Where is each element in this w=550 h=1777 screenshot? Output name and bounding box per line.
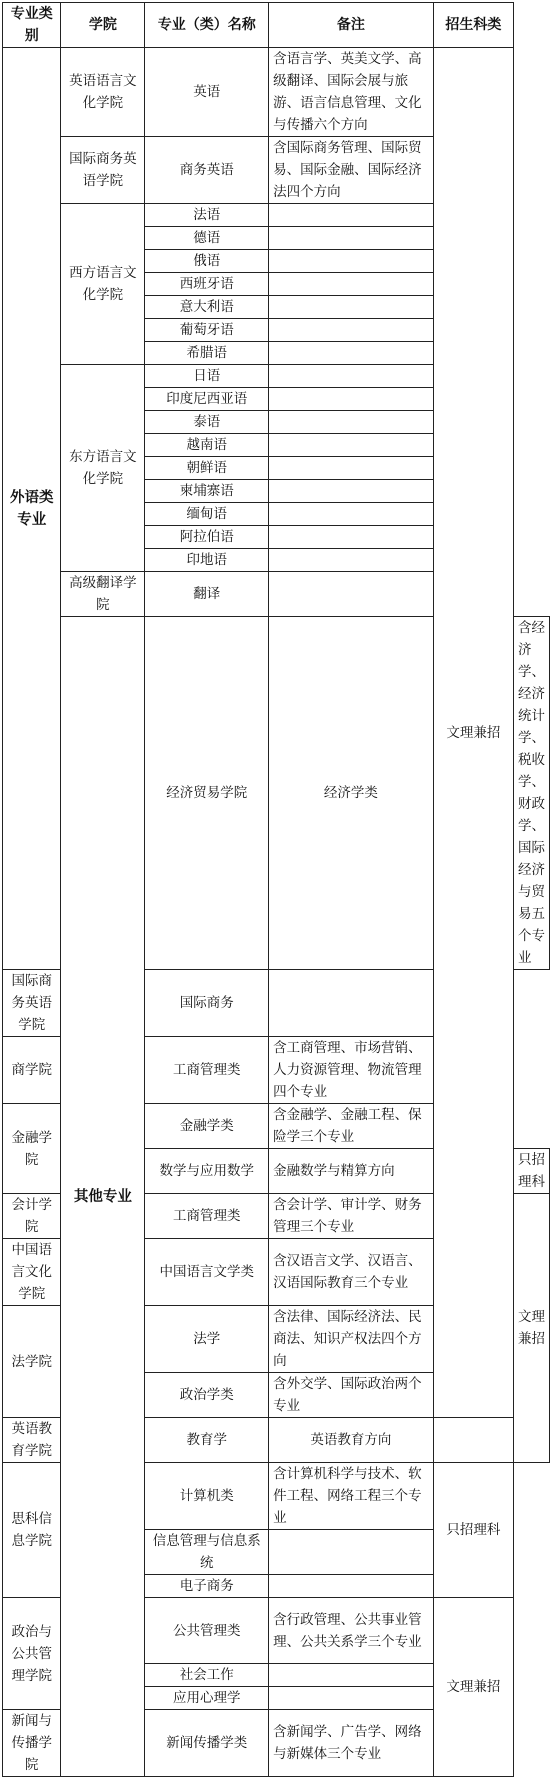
note-cell bbox=[269, 503, 434, 526]
college-cell: 东方语言文化学院 bbox=[61, 365, 145, 572]
college-cell: 法学院 bbox=[3, 1306, 61, 1418]
note-cell bbox=[269, 250, 434, 273]
header-category: 专业类别 bbox=[3, 3, 61, 48]
header-subject: 招生科类 bbox=[433, 3, 513, 48]
major-cell: 缅甸语 bbox=[145, 503, 269, 526]
major-cell: 计算机类 bbox=[145, 1463, 269, 1530]
note-cell: 含行政管理、公共事业管理、公共关系学三个专业 bbox=[269, 1598, 434, 1664]
major-cell: 教育学 bbox=[145, 1418, 269, 1463]
note-cell bbox=[269, 1575, 434, 1598]
note-cell bbox=[269, 296, 434, 319]
note-cell bbox=[269, 204, 434, 227]
header-row bbox=[3, 3, 550, 48]
college-cell: 英语语言文化学院 bbox=[61, 48, 145, 137]
major-cell: 商务英语 bbox=[145, 137, 269, 204]
major-cell: 金融学类 bbox=[145, 1104, 269, 1149]
college-cell: 高级翻译学院 bbox=[61, 572, 145, 617]
note-cell bbox=[269, 1664, 434, 1687]
major-cell: 日语 bbox=[145, 365, 269, 388]
admission-majors-table bbox=[2, 2, 550, 1777]
note-cell: 含汉语言文学、汉语言、汉语国际教育三个专业 bbox=[269, 1239, 434, 1306]
note-cell bbox=[269, 1687, 434, 1710]
note-cell: 含金融学、金融工程、保险学三个专业 bbox=[269, 1104, 434, 1149]
note-cell bbox=[269, 572, 434, 617]
major-cell: 中国语言文学类 bbox=[145, 1239, 269, 1306]
college-cell: 经济贸易学院 bbox=[145, 617, 269, 970]
major-cell: 德语 bbox=[145, 227, 269, 250]
major-cell: 翻译 bbox=[145, 572, 269, 617]
note-cell: 英语教育方向 bbox=[269, 1418, 434, 1463]
major-cell: 经济学类 bbox=[269, 617, 434, 970]
major-cell: 信息管理与信息系统 bbox=[145, 1530, 269, 1575]
note-cell: 含外交学、国际政治两个专业 bbox=[269, 1373, 434, 1418]
major-cell: 应用心理学 bbox=[145, 1687, 269, 1710]
note-cell bbox=[269, 227, 434, 250]
note-cell bbox=[269, 273, 434, 296]
subject-cell: 文理兼招 bbox=[514, 1194, 550, 1463]
note-cell bbox=[269, 970, 434, 1037]
major-cell: 葡萄牙语 bbox=[145, 319, 269, 342]
major-cell: 柬埔寨语 bbox=[145, 480, 269, 503]
college-cell: 新闻与传播学院 bbox=[3, 1710, 61, 1777]
college-cell: 会计学院 bbox=[3, 1194, 61, 1239]
header-college: 学院 bbox=[61, 3, 145, 48]
major-cell: 法语 bbox=[145, 204, 269, 227]
note-cell: 含会计学、审计学、财务管理三个专业 bbox=[269, 1194, 434, 1239]
note-cell bbox=[269, 480, 434, 503]
major-cell: 俄语 bbox=[145, 250, 269, 273]
college-cell: 商学院 bbox=[3, 1037, 61, 1104]
college-cell: 西方语言文化学院 bbox=[61, 204, 145, 365]
table-row bbox=[3, 48, 550, 137]
note-cell bbox=[269, 411, 434, 434]
note-cell: 含计算机科学与技术、软件工程、网络工程三个专业 bbox=[269, 1463, 434, 1530]
note-cell: 金融数学与精算方向 bbox=[269, 1149, 434, 1194]
subject-cell: 只招理科 bbox=[514, 1149, 550, 1194]
header-major: 专业（类）名称 bbox=[145, 3, 269, 48]
note-cell bbox=[269, 457, 434, 480]
subject-cell: 文理兼招 bbox=[433, 48, 513, 1418]
major-cell: 工商管理类 bbox=[145, 1194, 269, 1239]
note-cell: 含国际商务管理、国际贸易、国际金融、国际经济法四个方向 bbox=[269, 137, 434, 204]
major-cell: 工商管理类 bbox=[145, 1037, 269, 1104]
major-cell: 政治学类 bbox=[145, 1373, 269, 1418]
college-cell: 金融学院 bbox=[3, 1104, 61, 1194]
note-cell bbox=[269, 526, 434, 549]
college-cell: 中国语言文化学院 bbox=[3, 1239, 61, 1306]
major-cell: 印度尼西亚语 bbox=[145, 388, 269, 411]
major-cell: 西班牙语 bbox=[145, 273, 269, 296]
major-cell: 希腊语 bbox=[145, 342, 269, 365]
major-cell: 新闻传播学类 bbox=[145, 1710, 269, 1777]
note-cell: 含工商管理、市场营销、人力资源管理、物流管理四个专业 bbox=[269, 1037, 434, 1104]
note-cell bbox=[269, 434, 434, 457]
major-cell: 电子商务 bbox=[145, 1575, 269, 1598]
college-cell: 英语教育学院 bbox=[3, 1418, 61, 1463]
major-cell: 数学与应用数学 bbox=[145, 1149, 269, 1194]
college-cell: 国际商务英语学院 bbox=[61, 137, 145, 204]
major-cell: 意大利语 bbox=[145, 296, 269, 319]
college-cell: 国际商务英语学院 bbox=[3, 970, 61, 1037]
college-cell: 政治与公共管理学院 bbox=[3, 1598, 61, 1710]
category-other: 其他专业 bbox=[61, 617, 145, 1777]
note-cell bbox=[269, 365, 434, 388]
note-cell: 含新闻学、广告学、网络与新媒体三个专业 bbox=[269, 1710, 434, 1777]
note-cell bbox=[269, 319, 434, 342]
college-cell: 思科信息学院 bbox=[3, 1463, 61, 1598]
major-cell: 泰语 bbox=[145, 411, 269, 434]
note-cell: 含语言学、英美文学、高级翻译、国际会展与旅游、语言信息管理、文化与传播六个方向 bbox=[269, 48, 434, 137]
note-cell: 含法律、国际经济法、民商法、知识产权法四个方向 bbox=[269, 1306, 434, 1373]
subject-cell: 只招理科 bbox=[433, 1463, 513, 1598]
major-cell: 印地语 bbox=[145, 549, 269, 572]
major-cell: 越南语 bbox=[145, 434, 269, 457]
major-cell: 朝鲜语 bbox=[145, 457, 269, 480]
major-cell: 公共管理类 bbox=[145, 1598, 269, 1664]
major-cell: 阿拉伯语 bbox=[145, 526, 269, 549]
note-cell bbox=[269, 388, 434, 411]
note-cell bbox=[269, 1530, 434, 1575]
note-cell bbox=[269, 549, 434, 572]
note-cell bbox=[269, 342, 434, 365]
category-foreign: 外语类专业 bbox=[3, 48, 61, 970]
subject-cell: 文理兼招 bbox=[433, 1598, 513, 1777]
header-note: 备注 bbox=[269, 3, 434, 48]
note-cell: 含经济学、经济统计学、税收学、财政学、国际经济与贸易五个专业 bbox=[514, 617, 550, 970]
major-cell: 社会工作 bbox=[145, 1664, 269, 1687]
major-cell: 法学 bbox=[145, 1306, 269, 1373]
major-cell: 英语 bbox=[145, 48, 269, 137]
major-cell: 国际商务 bbox=[145, 970, 269, 1037]
